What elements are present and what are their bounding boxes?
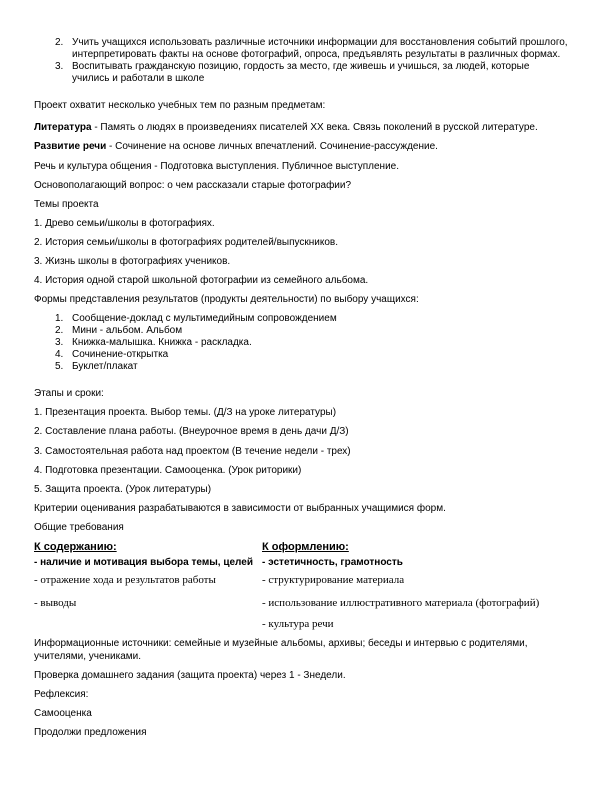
- design-item: - структурирование материала: [262, 574, 405, 586]
- subject-text: - Сочинение на основе личных впечатлений. Сочинение-рассуждение.: [106, 141, 438, 152]
- form-number: 3.: [55, 337, 64, 348]
- subject-literature: [34, 122, 538, 133]
- form-item: Книжка-малышка. Книжка - раскладка.: [72, 337, 252, 348]
- goal-text-line: учились и работали в школе: [72, 73, 205, 84]
- form-item: Сочинение-открытка: [72, 349, 169, 360]
- stage-item: 3. Самостоятельная работа над проектом (В течение недели - трех): [34, 446, 351, 457]
- form-item: Сообщение-доклад с мультимедийным сопровождением: [72, 313, 337, 324]
- content-item: - выводы: [34, 597, 77, 609]
- form-number: 1.: [55, 313, 64, 324]
- requirements-title: Общие требования: [34, 522, 124, 533]
- speech-culture: Речь и культура общения - Подготовка выступления. Публичное выступление.: [34, 161, 399, 172]
- goal-text-line: Учить учащихся использовать различные источники информации для восстановления событий прошлого,: [72, 37, 568, 48]
- topic-item: 1. Древо семьи/школы в фотографиях.: [34, 218, 215, 229]
- topics-title: Темы проекта: [34, 199, 99, 210]
- design-item: - культура речи: [262, 618, 334, 630]
- subject-name: Развитие речи: [34, 141, 107, 152]
- form-item: Мини - альбом. Альбом: [72, 325, 183, 336]
- stage-item: 2. Составление плана работы. (Внеурочное время в день дачи Д/З): [34, 426, 349, 437]
- design-item: - использование иллюстративного материала (фотографий): [262, 597, 540, 609]
- reflection-title: Рефлексия:: [34, 689, 89, 700]
- goal-number: 3.: [55, 61, 64, 72]
- form-item: Буклет/плакат: [72, 361, 138, 372]
- forms-title: Формы представления результатов (продукты деятельности) по выбору учащихся:: [34, 294, 419, 305]
- form-number: 5.: [55, 361, 64, 372]
- goal-number: 2.: [55, 37, 64, 48]
- subject-text: - Память о людях в произведениях писателей XX века. Связь поколений в русской литературе.: [91, 122, 538, 133]
- self-assessment: Самооценка: [34, 708, 92, 719]
- form-number: 4.: [55, 349, 64, 360]
- topic-item: 3. Жизнь школы в фотографиях учеников.: [34, 256, 231, 267]
- stage-item: 1. Презентация проекта. Выбор темы. (Д/З на уроке литературы): [34, 407, 337, 418]
- continue-sentences: Продолжи предложения: [34, 727, 147, 738]
- content-item: - отражение хода и результатов работы: [34, 574, 216, 586]
- form-number: 2.: [55, 325, 64, 336]
- sources-line: Информационные источники: семейные и музейные альбомы, архивы; беседы и интервью с родителями,: [34, 638, 528, 649]
- project-intro: Проект охватит несколько учебных тем по разным предметам:: [34, 100, 326, 111]
- main-question: Основополагающий вопрос: о чем рассказали старые фотографии?: [34, 180, 352, 191]
- topic-item: 2. История семьи/школы в фотографиях родителей/выпускников.: [34, 237, 339, 248]
- goal-text-line: интерпретировать факты на основе фотографий, опроса, предъявлять результаты в различных формах.: [72, 49, 561, 60]
- goal-text-line: Воспитывать гражданскую позицию, гордость за место, где живешь и учишься, за людей, которые: [72, 61, 530, 72]
- subject-name: Литература: [34, 122, 92, 133]
- sources-line: учителями, учениками.: [34, 651, 142, 662]
- stage-item: 5. Защита проекта. (Урок литературы): [34, 484, 212, 495]
- topic-item: 4. История одной старой школьной фотографии из семейного альбома.: [34, 275, 369, 286]
- stage-item: 4. Подготовка презентации. Самооценка. (Урок риторики): [34, 465, 302, 476]
- design-item: - эстетичность, грамотность: [262, 557, 403, 568]
- content-item: - наличие и мотивация выбора темы, целей: [34, 557, 253, 568]
- content-header: К содержанию:: [34, 541, 117, 553]
- criteria-text: Критерии оценивания разрабатываются в зависимости от выбранных учащимися форм.: [34, 503, 446, 514]
- subject-speech: [34, 141, 438, 152]
- stages-title: Этапы и сроки:: [34, 388, 104, 399]
- homework-check: Проверка домашнего задания (защита проекта) через 1 - Знедели.: [34, 670, 346, 681]
- design-header: К оформлению:: [262, 541, 349, 553]
